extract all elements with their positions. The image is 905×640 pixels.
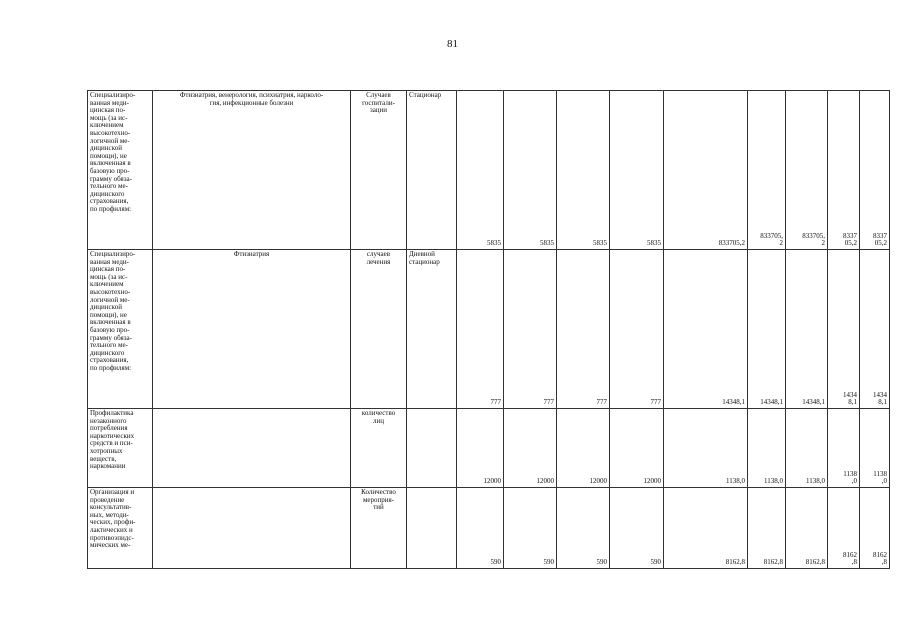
value-cell-text: 1434 8,1 xyxy=(843,390,857,407)
value-cell xyxy=(557,488,610,569)
value-cell xyxy=(610,409,664,488)
value-cell-text: 8162,8 xyxy=(763,558,783,567)
table-row xyxy=(88,488,890,569)
service-name-cell xyxy=(88,91,153,250)
service-name-cell xyxy=(88,250,153,409)
value-cell-text: 12000 xyxy=(643,477,661,486)
value-cell-text: 5835 xyxy=(647,239,661,248)
value-cell-text: 8162 ,8 xyxy=(873,550,887,567)
value-cell-text: 777 xyxy=(596,398,607,407)
value-cell-text: 590 xyxy=(490,558,501,567)
value-cell-text: 833705, 2 xyxy=(760,231,783,248)
value-cell-text: 1138,0 xyxy=(806,477,825,486)
value-cell xyxy=(610,91,664,250)
unit-cell-text: Случаев госпитали- зации xyxy=(362,91,395,115)
condition-cell xyxy=(407,250,457,409)
profile-cell xyxy=(153,250,351,409)
value-cell xyxy=(557,91,610,250)
value-cell-text: 1138,0 xyxy=(764,477,783,486)
value-cell xyxy=(457,250,504,409)
value-cell xyxy=(457,409,504,488)
unit-cell xyxy=(351,91,407,250)
value-cell xyxy=(504,409,557,488)
condition-cell-text: Стационар xyxy=(409,91,442,99)
value-cell-text: 833705,2 xyxy=(718,239,745,248)
value-cell xyxy=(748,488,786,569)
value-cell xyxy=(860,250,890,409)
value-cell-text: 777 xyxy=(490,398,501,407)
value-cell xyxy=(748,91,786,250)
value-cell xyxy=(748,409,786,488)
condition-cell xyxy=(407,488,457,569)
unit-cell-text: случаев лечения xyxy=(366,250,391,266)
value-cell-text: 8162,8 xyxy=(725,558,745,567)
unit-cell-text: Количество мероприя- тий xyxy=(361,488,396,512)
value-cell xyxy=(664,91,748,250)
service-name-cell-text: Специализиро- ванная меди- цинская по- мощь (за ис- ключением высокотехно- логичной ме- дицинской помощи), не включенная в базовую про- грамму обяза- тельного ме- дицинского страхования, по профилям: xyxy=(90,250,136,372)
value-cell-text: 8162 ,8 xyxy=(843,550,857,567)
value-cell xyxy=(457,488,504,569)
value-cell-text: 590 xyxy=(543,558,554,567)
value-cell xyxy=(748,250,786,409)
value-cell xyxy=(504,91,557,250)
value-cell xyxy=(664,409,748,488)
value-cell xyxy=(860,91,890,250)
value-cell-text: 12000 xyxy=(483,477,501,486)
value-cell-text: 1434 8,1 xyxy=(873,390,887,407)
value-cell xyxy=(828,488,860,569)
value-cell xyxy=(504,250,557,409)
value-cell-text: 12000 xyxy=(589,477,607,486)
value-cell-text: 8162,8 xyxy=(805,558,825,567)
table-row xyxy=(88,91,890,250)
table-row xyxy=(88,409,890,488)
value-cell-text: 8337 05,2 xyxy=(843,231,857,248)
value-cell xyxy=(828,250,860,409)
table-row xyxy=(88,250,890,409)
value-cell xyxy=(457,91,504,250)
unit-cell xyxy=(351,409,407,488)
value-cell xyxy=(828,409,860,488)
value-cell xyxy=(610,488,664,569)
value-cell xyxy=(860,409,890,488)
value-cell-text: 777 xyxy=(650,398,661,407)
value-cell-text: 14348,1 xyxy=(802,398,825,407)
unit-cell-text: количество лиц xyxy=(361,409,396,425)
service-name-cell-text: Профилактика незаконного потребления наркотических средств и пси- хотропных веществ, наркомании xyxy=(90,409,135,471)
value-cell xyxy=(786,250,828,409)
value-cell xyxy=(557,250,610,409)
condition-cell xyxy=(407,409,457,488)
value-cell xyxy=(610,250,664,409)
value-cell-text: 590 xyxy=(596,558,607,567)
value-cell-text: 8337 05,2 xyxy=(873,231,887,248)
profile-cell xyxy=(153,488,351,569)
value-cell xyxy=(786,488,828,569)
value-cell-text: 777 xyxy=(543,398,554,407)
data-table xyxy=(87,90,890,569)
value-cell xyxy=(557,409,610,488)
value-cell xyxy=(504,488,557,569)
service-name-cell xyxy=(88,488,153,569)
value-cell-text: 1138 ,0 xyxy=(843,469,857,486)
profile-cell xyxy=(153,91,351,250)
value-cell xyxy=(860,488,890,569)
profile-cell xyxy=(153,409,351,488)
value-cell-text: 5835 xyxy=(540,239,554,248)
value-cell-text: 833705, 2 xyxy=(802,231,825,248)
value-cell-text: 5835 xyxy=(487,239,501,248)
value-cell-text: 590 xyxy=(650,558,661,567)
condition-cell xyxy=(407,91,457,250)
value-cell-text: 12000 xyxy=(536,477,554,486)
value-cell xyxy=(786,91,828,250)
profile-cell-text: Фтизиатрия xyxy=(233,250,270,258)
value-cell xyxy=(664,250,748,409)
service-name-cell xyxy=(88,409,153,488)
unit-cell xyxy=(351,250,407,409)
value-cell xyxy=(828,91,860,250)
condition-cell-text: Дневной стационар xyxy=(409,250,440,266)
service-name-cell-text: Специализиро- ванная меди- цинская по- мощь (за ис- ключением высокотехно- логичной ме- дицинской помощи), не включенная в базовую про- грамму обяза- тельного ме- дицинского страхования, по профилям: xyxy=(90,91,136,213)
profile-cell-text: Фтизиатрия, венерология, психиатрия, нарколо- гия, инфекционные болезни xyxy=(179,91,324,107)
value-cell-text: 5835 xyxy=(593,239,607,248)
service-name-cell-text: Организация и проведение консультатив- ных, методи- ческих, профи- лактических и противоэпидс- мических ме- xyxy=(90,488,136,550)
value-cell-text: 14348,1 xyxy=(722,398,745,407)
value-cell xyxy=(786,409,828,488)
value-cell-text: 1138,0 xyxy=(726,477,745,486)
unit-cell xyxy=(351,488,407,569)
value-cell xyxy=(664,488,748,569)
page-number: 81 xyxy=(447,38,458,50)
value-cell-text: 1138 ,0 xyxy=(873,469,887,486)
value-cell-text: 14348,1 xyxy=(760,398,783,407)
